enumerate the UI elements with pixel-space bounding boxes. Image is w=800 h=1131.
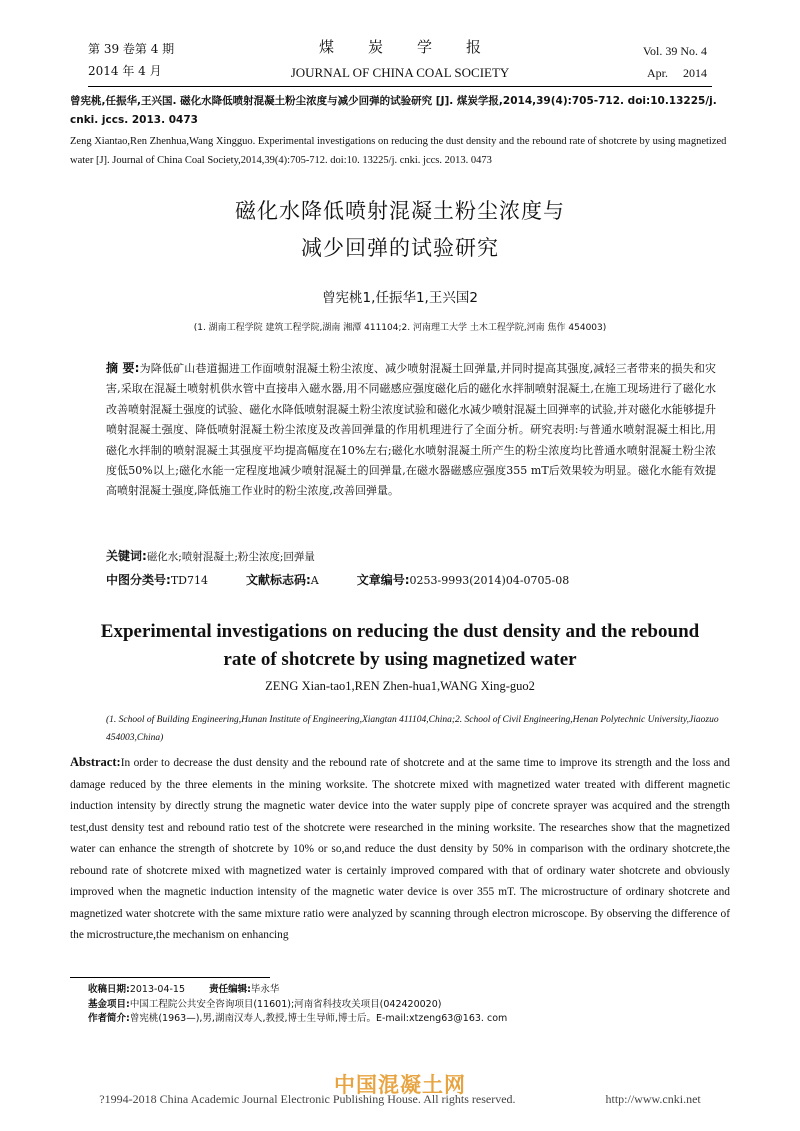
abstract-en-label: Abstract: — [70, 755, 121, 769]
received-label: 收稿日期: — [88, 984, 130, 995]
header-rule — [88, 86, 712, 87]
keywords-cn — [106, 548, 726, 565]
footnotes — [88, 983, 728, 1027]
keywords-cn-label: 关键词: — [106, 549, 147, 563]
citation-cn: 曾宪桃,任振华,王兴国. 磁化水降低喷射混凝土粉尘浓度与减少回弹的试验研究 [J]. 煤炭学报,2014,39(4):705-712. doi:10.13225/j. cnki. jccs. 2013. 0473 — [70, 95, 717, 126]
volume-issue-en: Vol. 39 No. 4 — [642, 44, 707, 58]
citation-en: Zeng Xiantao,Ren Zhenhua,Wang Xingguo. Experimental investigations on reducing the dust density and the rebound rate of shotcrete by using magnetized water [J]. Journal of China Coal Society,2014,39(4):705-712. doi:10. 13225/j. cnki. jccs. 2013. 0473 — [70, 136, 727, 166]
copyright-text: ?1994-2018 China Academic Journal Electronic Publishing House. All rights reserved. — [99, 1092, 516, 1106]
clc-label: 中图分类号: — [106, 573, 171, 587]
affiliation-en: (1. School of Building Engineering,Hunan Institute of Engineering,Xiangtan 411104,China;2. School of Civil Engineering,Henan Polytechnic University,Jiaozuo 454003,China) — [106, 715, 719, 743]
clc-value: TD714 — [170, 574, 208, 587]
watermark-logo: 中国混凝土网 — [334, 1073, 466, 1097]
footnote-received — [88, 983, 728, 998]
affiliation-cn: (1. 湖南工程学院 建筑工程学院,湖南 湘潭 411104;2. 河南理工大学 土木工程学院,河南 焦作 454003) — [193, 323, 607, 333]
footnote-fund — [88, 998, 728, 1013]
abstract-cn-text: 为降低矿山巷道掘进工作面喷射混凝土粉尘浓度、减少喷射混凝土回弹量,并同时提高其强度,减轻三者带来的损失和灾害,采取在混凝土喷射机供水管中直接串入磁水器,用不同磁感应强度磁化后的磁化水拌制喷射混凝土,在施工现场进行了磁化水改善喷射混凝土强度的试验、磁化水降低喷射混凝土粉尘浓度试验和磁化水减少喷射混凝土回弹率的试验,并对磁化水能够提升喷射混凝土强度、降低喷射混凝土粉尘浓度及改善回弹量的作用机理进行了全面分析。研究表明:与普通水喷射混凝土相比,用磁化水拌制的喷射混凝土其强度平均提高幅度在10%左右;磁化水喷射混凝土所产生的粉尘浓度均比普通水喷射混凝土粉尘浓度低50%以上;磁化水能一定程度地减少喷射混凝土的回弹量,在磁水器磁感应强度355 mT后效果较为明显。磁化水能有效提高喷射混凝土强度,降低施工作业时的粉尘浓度,改善回弹量。 — [106, 362, 716, 498]
date-cn: 2014 年 4 月 — [88, 64, 162, 78]
footnote-author — [88, 1012, 728, 1027]
editor-value: 毕永华 — [250, 984, 280, 995]
footer-url: http://www.cnki.net — [605, 1092, 701, 1106]
authors-en: ZENG Xian-tao1,REN Zhen-hua1,WANG Xing-guo2 — [265, 679, 535, 693]
abstract-cn — [106, 358, 716, 502]
keywords-cn-text: 磁化水;喷射混凝土;粉尘浓度;回弹量 — [146, 551, 315, 563]
title-en-line1: Experimental investigations on reducing the dust density and the rebound — [100, 621, 700, 642]
title-cn-line1: 磁化水降低喷射混凝土粉尘浓度与 — [235, 199, 565, 223]
fund-value: 中国工程院公共安全咨询项目(11601);河南省科技攻关项目(042420020) — [129, 998, 442, 1010]
doc-code-label: 文献标志码: — [245, 573, 311, 587]
abstract-en — [70, 752, 730, 947]
footnote-rule — [70, 977, 270, 978]
abstract-en-text: In order to decrease the dust density and the rebound rate of shotcrete and at the same time to improve its strength and the loss and damage reduced by the three elements in the mining worksite. The shotcrete mixed with magnetized water treated with different magnetic induction intensity by directly strung the magnetic water device into the water supply pipe of concrete sprayer was acquired and the strength test,dust density test and rebound ratio test of the shotcrete were researched in the mining worksite. The researches show that the magnetized water can enhance the strength of shotcrete by 10% or so,and reduce the dust density by 50% in comparison with the ordinary shotcrete,the rebound rate of shotcrete mixed with magnetized water is certainly improved compared with that of ordinary water shotcrete and obviously improved when the magnetic induction intensity of the magnetic water device is over 355 mT. The microstructure of ordinary shotcrete and magnetized water shotcrete with the same mixture ratio were analyzed by scanning through electron microscope. By observing the difference of the microstructure,the mechanism on enhancing — [70, 757, 730, 941]
journal-name-cn: 煤炭学报 — [318, 38, 515, 56]
article-number-label: 文章编号: — [356, 573, 410, 587]
date-en: Apr. 2014 — [647, 66, 707, 80]
editor-label: 责任编辑: — [209, 984, 251, 995]
title-en-line2: rate of shotcrete by using magnetized water — [223, 649, 577, 670]
received-value: 2013-04-15 — [129, 984, 186, 995]
page-footer — [0, 1092, 800, 1107]
journal-name-en: JOURNAL OF CHINA COAL SOCIETY — [290, 65, 510, 80]
fund-label: 基金项目: — [88, 998, 130, 1010]
author-bio-label: 作者简介: — [88, 1013, 130, 1024]
article-number-value: 0253-9993(2014)04-0705-08 — [409, 574, 570, 587]
title-cn — [0, 193, 800, 267]
authors-cn: 曾宪桃1,任振华1,王兴国2 — [322, 290, 478, 306]
header-volume-en — [587, 40, 707, 84]
volume-issue-cn: 第 39 卷第 4 期 — [88, 42, 175, 56]
abstract-cn-label: 摘 要: — [106, 361, 140, 375]
author-bio-value: 曾宪桃(1963—),男,湖南汉寿人,教授,博士生导师,博士后。E-mail:xtzeng63@163. com — [129, 1013, 508, 1024]
classification-line — [106, 571, 726, 588]
doc-code-value: A — [310, 574, 319, 587]
title-cn-line2: 减少回弹的试验研究 — [301, 236, 499, 260]
title-en — [0, 618, 800, 674]
